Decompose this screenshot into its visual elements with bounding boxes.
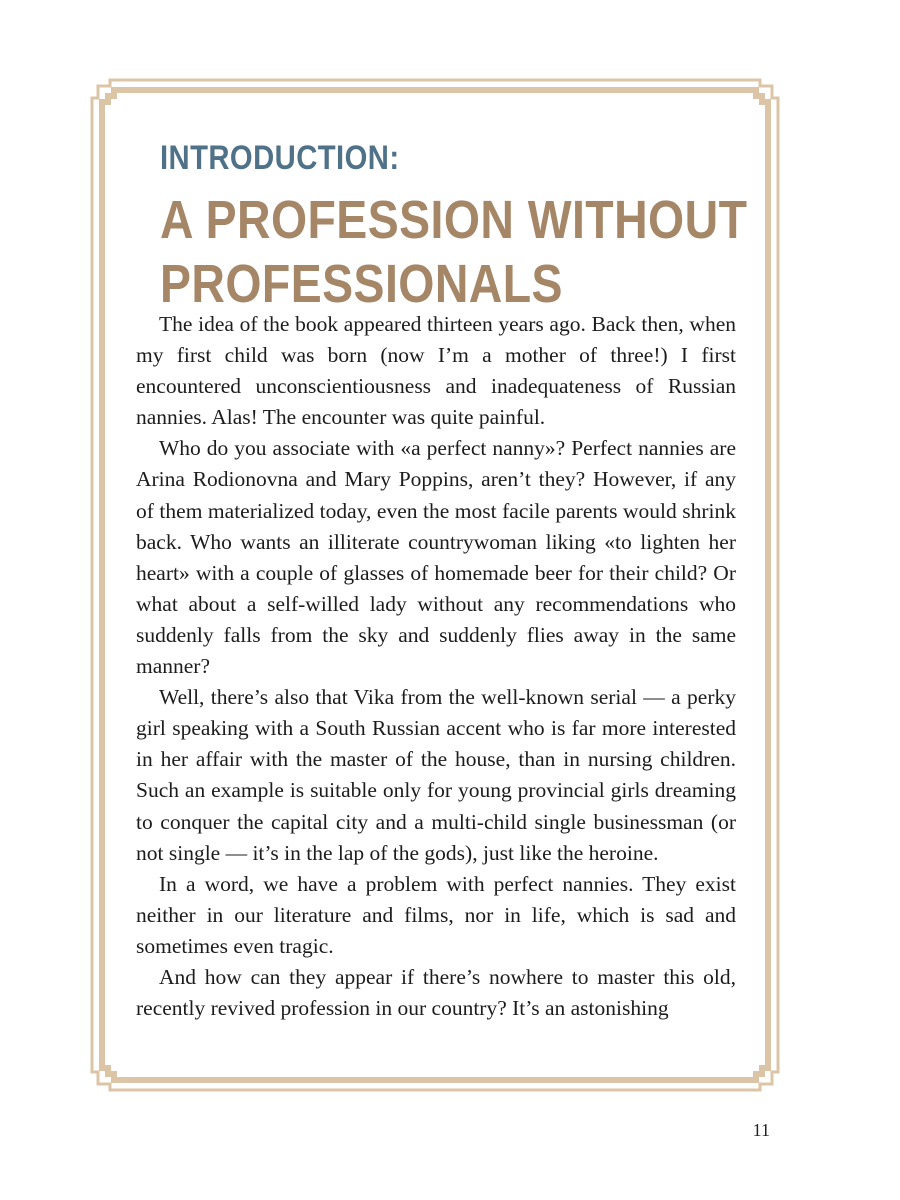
paragraph-3: Well, there’s also that Vika from the well-known serial — a perky girl speaking with a South Russian accent who is far more interested in her affair with the master of the house, than in nursing children. Such an example is suitable only for young provincial girls dreaming to conquer the capital city and a multi-child single businessman (or not single — it’s in the lap of the gods), just like the heroine.: [136, 685, 736, 865]
intro-label: INTRODUCTION:: [160, 139, 400, 177]
chapter-title-line-1: A PROFESSION WITHOUT: [160, 190, 748, 250]
paragraph-4: In a word, we have a problem with perfect nannies. They exist neither in our literature and films, nor in life, which is sad and sometimes even tragic.: [136, 871, 736, 958]
page-number: 11: [752, 1120, 770, 1140]
chapter-title-line-2: PROFESSIONALS: [160, 254, 563, 314]
paragraph-1: The idea of the book appeared thirteen years ago. Back then, when my first child was born (now I’m a mother of three!) I first encountered unconscientiousness and inadequateness of Russian nannies. Alas! The encounter was quite painful.: [136, 312, 736, 430]
paragraph-5: And how can they appear if there’s nowhere to master this old, recently revived profession in our country? It’s an astonishing: [136, 964, 736, 1021]
chapter-heading: [160, 138, 760, 316]
paragraph-2: Who do you associate with «a perfect nanny»? Perfect nannies are Arina Rodionovna and Mary Poppins, aren’t they? However, if any of them materialized today, even the most facile parents would shrink back. Who wants an illiterate countrywoman liking «to lighten her heart» with a couple of glasses of homemade beer for their child? Or what about a self-willed lady without any recommendations who suddenly falls from the sky and suddenly flies away in the same manner?: [136, 436, 736, 679]
body-text: [136, 309, 736, 1024]
chapter-title: [160, 188, 748, 316]
